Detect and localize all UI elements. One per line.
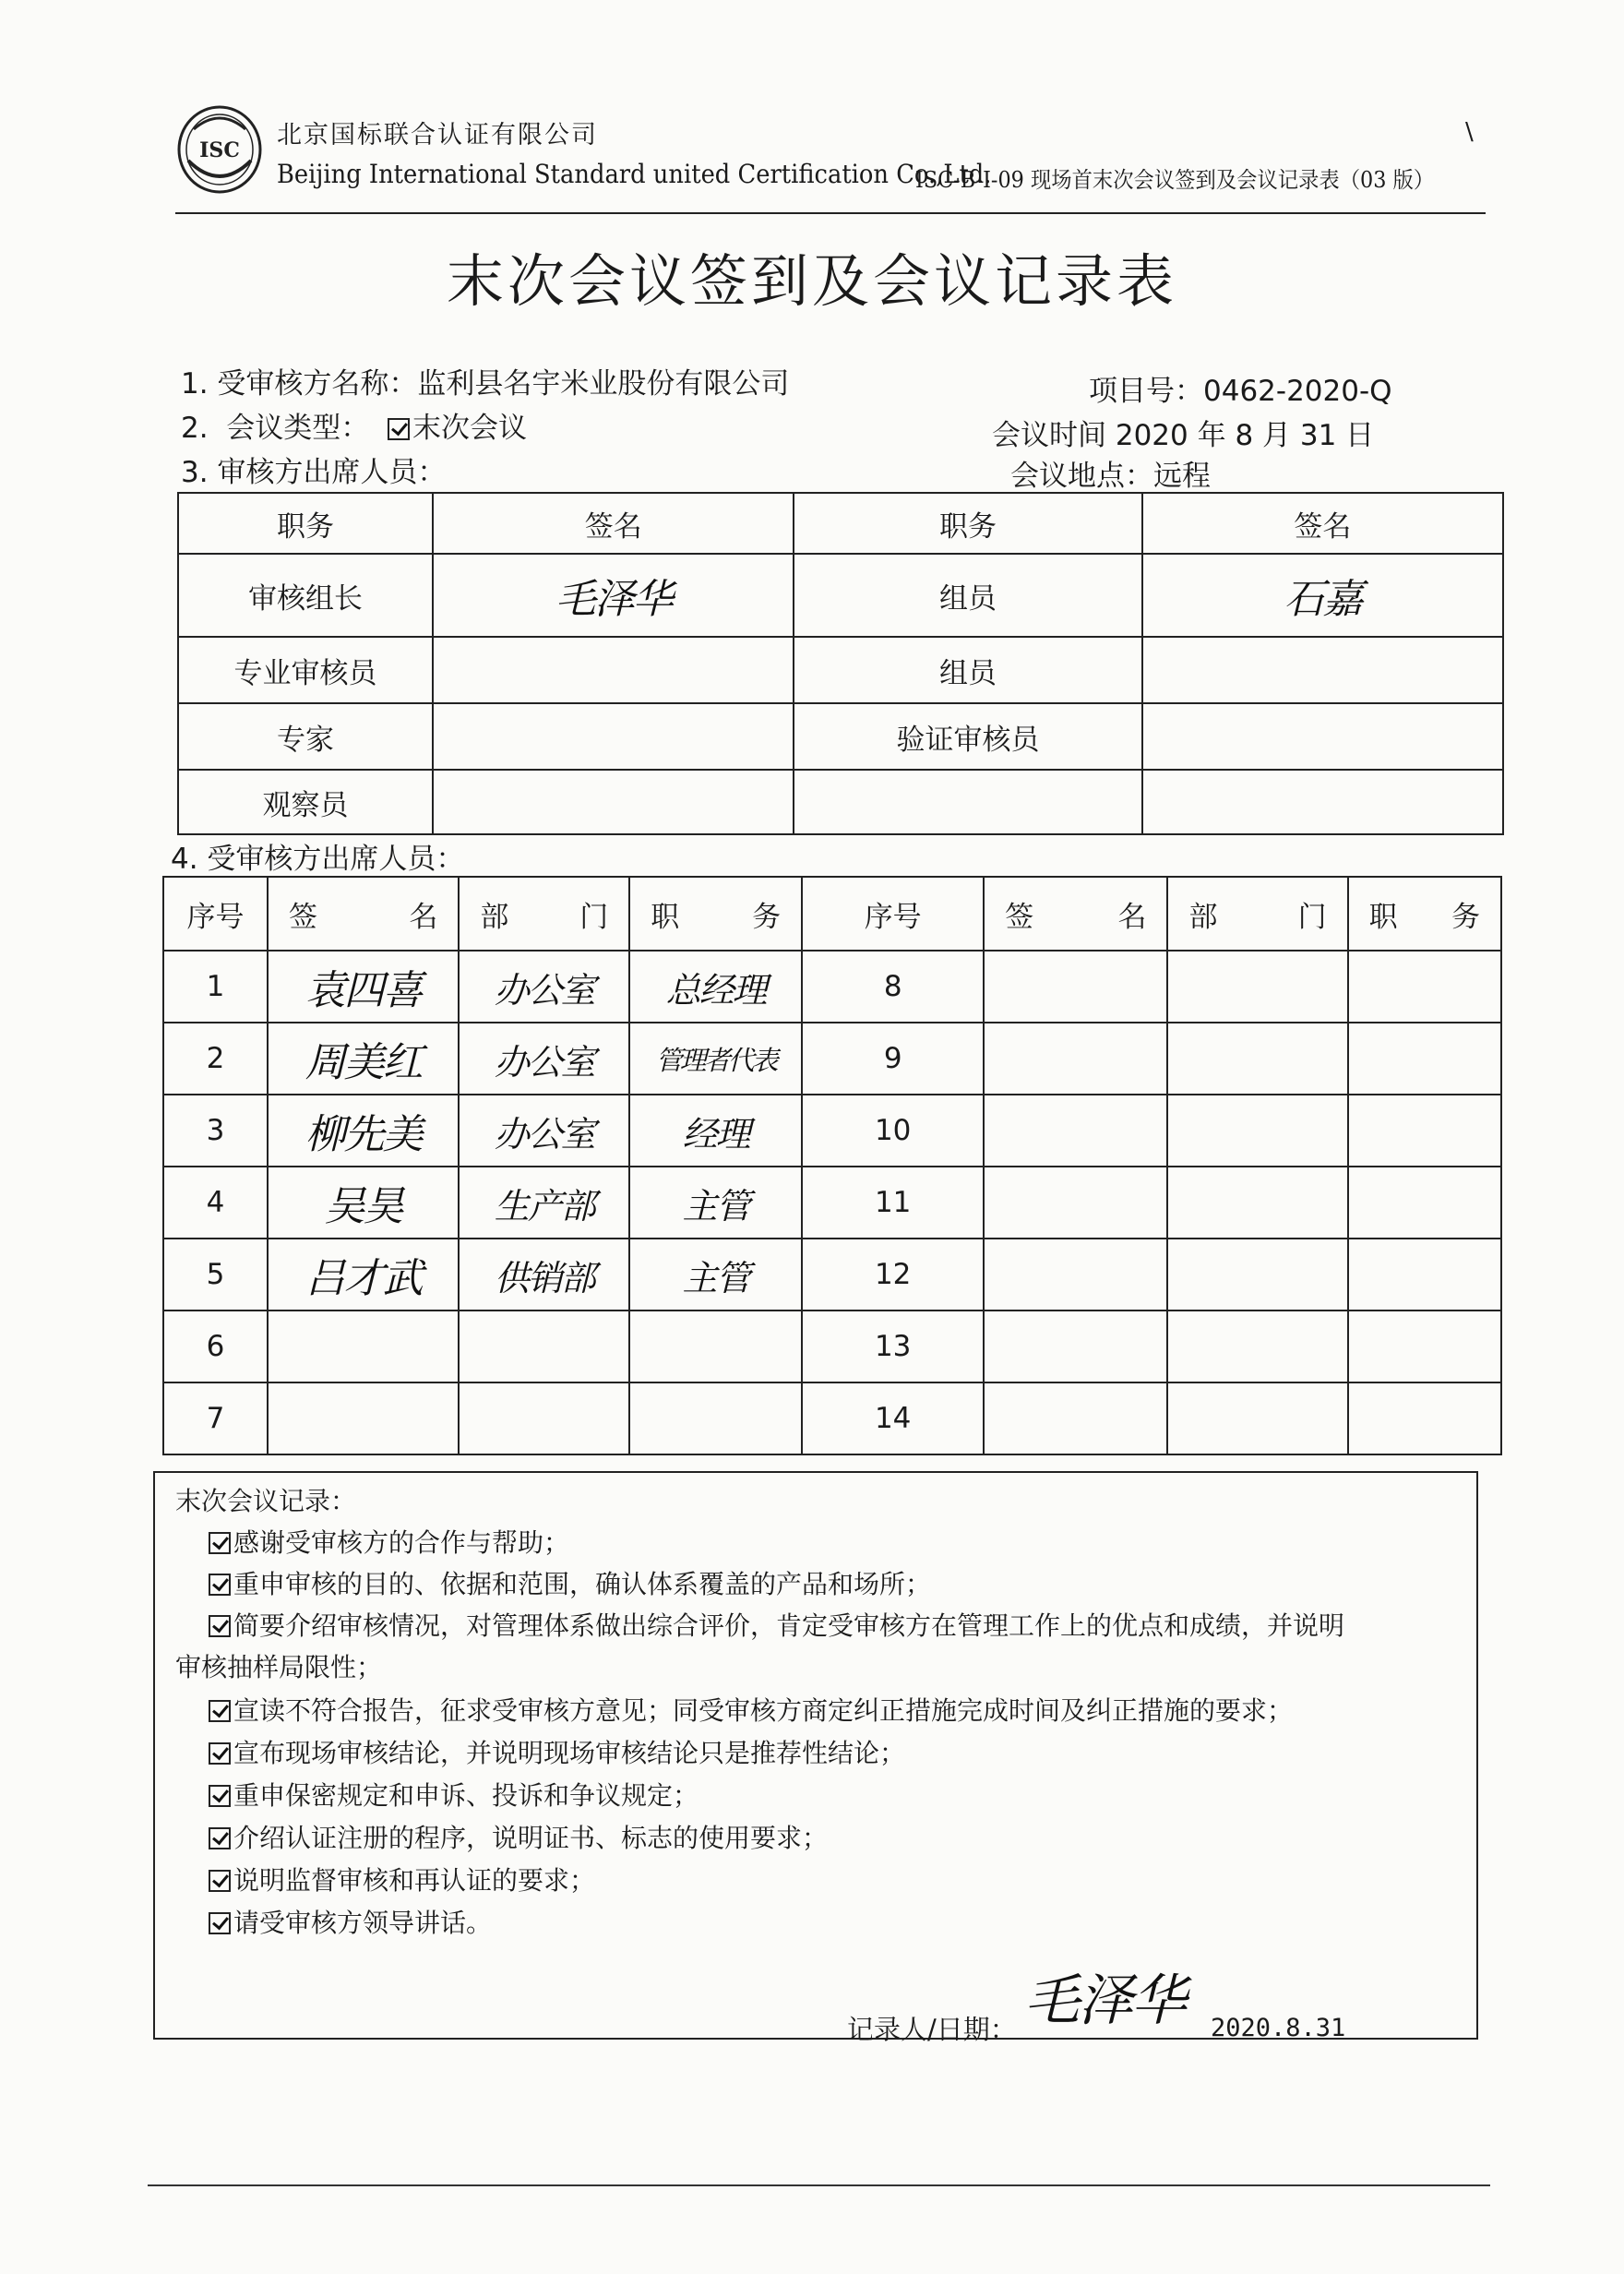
signature-cell: 石嘉: [1142, 554, 1503, 637]
role-cell: 审核组长: [178, 554, 433, 637]
empty-cell: [1348, 1167, 1501, 1239]
table-row: [178, 770, 1503, 834]
role-cell: 专家: [178, 703, 433, 770]
signature-cell: [433, 637, 794, 703]
signature-cell: [1142, 770, 1503, 834]
table-row: [163, 1239, 1501, 1311]
empty-cell: [1167, 1382, 1347, 1454]
attendee-role: [629, 1311, 802, 1382]
record-item: 宣读不符合报告，征求受审核方意见；同受审核方商定纠正措施完成时间及纠正措施的要求；: [209, 1691, 1293, 1728]
table-row: [163, 1023, 1501, 1095]
row-no: 11: [802, 1167, 984, 1239]
meeting-place: 会议地点：远程: [1010, 460, 1211, 493]
meeting-time: 会议时间 2020 年 8 月 31 日: [992, 419, 1375, 452]
attendee-role: [629, 1382, 802, 1454]
empty-cell: [1348, 1023, 1501, 1095]
table-row: [163, 951, 1501, 1023]
header-sign: 签 名: [984, 877, 1167, 951]
empty-cell: [1348, 1382, 1501, 1454]
empty-cell: [984, 951, 1167, 1023]
record-item-continuation: 审核抽样局限性；: [175, 1652, 383, 1682]
empty-cell: [1348, 951, 1501, 1023]
header-no: 序号: [163, 877, 268, 951]
recorder-label: 记录人/日期：: [847, 2014, 1017, 2045]
row-no: 13: [802, 1311, 984, 1382]
row-no: 14: [802, 1382, 984, 1454]
table-header-row: [163, 877, 1501, 951]
attendee-signature: 周美红: [268, 1023, 459, 1095]
attendee-dept: 生产部: [459, 1167, 629, 1239]
attendee-dept: 供销部: [459, 1239, 629, 1311]
header-sign: 签 名: [268, 877, 459, 951]
role-cell: 验证审核员: [794, 703, 1141, 770]
meeting-type-label: 2. 会议类型：: [181, 412, 388, 445]
signature-cell: [433, 770, 794, 834]
footer-divider: [148, 2184, 1490, 2186]
row-no: 4: [163, 1167, 268, 1239]
checkbox-checked-icon: [209, 1532, 231, 1554]
record-item: 介绍认证注册的程序，说明证书、标志的使用要求；: [209, 1818, 828, 1855]
record-item: 重申保密规定和申诉、投诉和争议规定；: [209, 1776, 699, 1813]
auditor-section-label: 3. 审核方出席人员：: [181, 456, 447, 489]
form-code: ISC-B-I-09 现场首末次会议签到及会议记录表（03 版）: [915, 167, 1435, 193]
row-no: 3: [163, 1095, 268, 1167]
empty-cell: [1167, 1167, 1347, 1239]
attendee-role: 经理: [629, 1095, 802, 1167]
signature-cell: 毛泽华: [433, 554, 794, 637]
empty-cell: [1167, 951, 1347, 1023]
header-role: 职 务: [1348, 877, 1501, 951]
audited-party: 1. 受审核方名称：监利县名宇米业股份有限公司: [181, 367, 790, 401]
attendee-role: 管理者代表: [629, 1023, 802, 1095]
attendee-dept: 办公室: [459, 1095, 629, 1167]
table-header-row: [178, 493, 1503, 554]
attendee-signature: 柳先美: [268, 1095, 459, 1167]
row-no: 6: [163, 1311, 268, 1382]
row-no: 7: [163, 1382, 268, 1454]
record-item: 重申审核的目的、依据和范围，确认体系覆盖的产品和场所；: [209, 1564, 931, 1601]
empty-cell: [984, 1023, 1167, 1095]
page-title: 末次会议签到及会议记录表: [446, 247, 1177, 315]
role-cell: 组员: [794, 554, 1141, 637]
header-signature: 签名: [1142, 493, 1503, 554]
row-no: 12: [802, 1239, 984, 1311]
header-signature: 签名: [433, 493, 794, 554]
attendee-dept: 办公室: [459, 951, 629, 1023]
header-divider: [175, 212, 1486, 214]
role-cell: 观察员: [178, 770, 433, 834]
attendee-role: 主管: [629, 1239, 802, 1311]
attendee-role: 总经理: [629, 951, 802, 1023]
row-no: 10: [802, 1095, 984, 1167]
table-row: [178, 637, 1503, 703]
empty-cell: [1348, 1095, 1501, 1167]
role-cell: 组员: [794, 637, 1141, 703]
role-cell: 专业审核员: [178, 637, 433, 703]
checkbox-checked-icon: [209, 1827, 231, 1849]
table-row: [178, 554, 1503, 637]
row-no: 5: [163, 1239, 268, 1311]
header-no: 序号: [802, 877, 984, 951]
attendee-signature: 袁四喜: [268, 951, 459, 1023]
header-role: 职务: [178, 493, 433, 554]
empty-cell: [1348, 1239, 1501, 1311]
header-dept: 部 门: [1167, 877, 1347, 951]
header-dept: 部 门: [459, 877, 629, 951]
checkbox-checked-icon: [209, 1700, 231, 1722]
company-name-en: Beijing International Standard united Certification Co.,Ltd.: [277, 159, 992, 189]
empty-cell: [1167, 1311, 1347, 1382]
checkbox-checked-icon: [209, 1742, 231, 1765]
empty-cell: [984, 1382, 1167, 1454]
role-cell: [794, 770, 1141, 834]
record-item: 简要介绍审核情况，对管理体系做出综合评价，肯定受审核方在管理工作上的优点和成绩，并说明: [209, 1606, 1344, 1643]
record-item: 请受审核方领导讲话。: [209, 1903, 492, 1940]
row-no: 1: [163, 951, 268, 1023]
empty-cell: [1167, 1023, 1347, 1095]
attendee-dept: [459, 1311, 629, 1382]
row-no: 8: [802, 951, 984, 1023]
corner-mark: \: [1465, 118, 1474, 146]
attendee-dept: 办公室: [459, 1023, 629, 1095]
checkbox-checked-icon: [209, 1785, 231, 1807]
attendee-signature: 吕才武: [268, 1239, 459, 1311]
record-item: 宣布现场审核结论，并说明现场审核结论只是推荐性结论；: [209, 1733, 905, 1770]
checkbox-checked-icon: [209, 1912, 231, 1934]
empty-cell: [1167, 1095, 1347, 1167]
table-row: [163, 1095, 1501, 1167]
empty-cell: [984, 1239, 1167, 1311]
signature-cell: [1142, 703, 1503, 770]
attendee-table: [162, 876, 1502, 1455]
auditee-section-label: 4. 受审核方出席人员：: [171, 843, 465, 876]
signature-cell: [433, 703, 794, 770]
table-row: [178, 703, 1503, 770]
record-item: 说明监督审核和再认证的要求；: [209, 1861, 595, 1897]
checkbox-checked-icon: [209, 1574, 231, 1596]
table-row: [163, 1167, 1501, 1239]
company-name-cn: 北京国标联合认证有限公司: [277, 121, 598, 150]
record-item: 感谢受审核方的合作与帮助；: [209, 1523, 569, 1560]
attendee-signature: [268, 1382, 459, 1454]
header-role: 职务: [794, 493, 1141, 554]
header-role: 职 务: [629, 877, 802, 951]
empty-cell: [1348, 1311, 1501, 1382]
auditor-table: [177, 492, 1504, 835]
checkbox-checked-icon: [209, 1615, 231, 1637]
empty-cell: [984, 1167, 1167, 1239]
empty-cell: [984, 1311, 1167, 1382]
row-no: 9: [802, 1023, 984, 1095]
company-logo-icon: [175, 103, 264, 199]
attendee-role: 主管: [629, 1167, 802, 1239]
empty-cell: [984, 1095, 1167, 1167]
checkbox-checked-icon: [388, 418, 410, 440]
table-row: [163, 1382, 1501, 1454]
attendee-signature: [268, 1311, 459, 1382]
attendee-dept: [459, 1382, 629, 1454]
checkbox-checked-icon: [209, 1870, 231, 1892]
table-row: [163, 1311, 1501, 1382]
record-title: 末次会议记录：: [175, 1486, 357, 1516]
signature-cell: [1142, 637, 1503, 703]
recorder-date: 2020.8.31: [1211, 2014, 1346, 2042]
project-number: 项目号：0462-2020-Q: [1089, 375, 1392, 408]
logo-text: ISC: [199, 138, 240, 162]
recorder-signature: 毛泽华: [1024, 1969, 1185, 2033]
attendee-signature: 吴昊: [268, 1167, 459, 1239]
meeting-type-value: 末次会议: [412, 412, 527, 445]
row-no: 2: [163, 1023, 268, 1095]
empty-cell: [1167, 1239, 1347, 1311]
meeting-type: [181, 404, 527, 446]
